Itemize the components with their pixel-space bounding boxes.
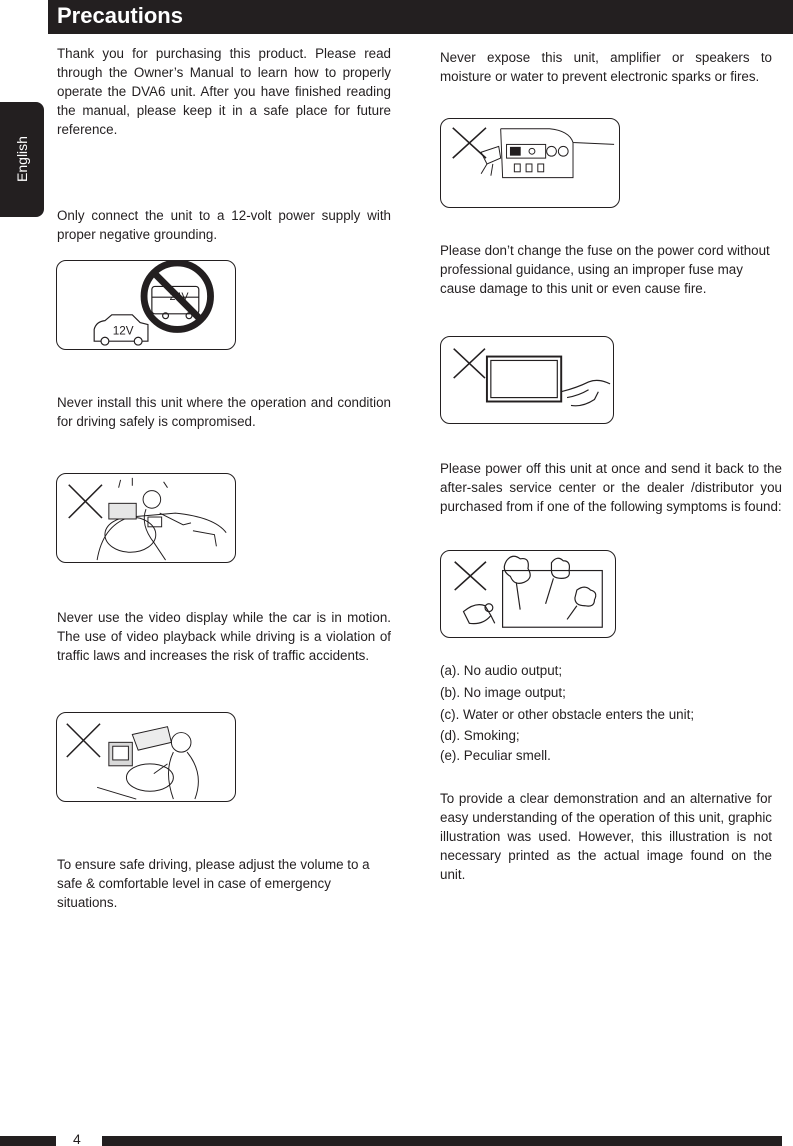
video-illustration (56, 712, 236, 802)
voltage-ok-label: 12V (112, 324, 134, 338)
moisture-illustration (440, 118, 620, 208)
symptoms-illustration-graphic (441, 551, 615, 637)
language-tab-label: English (14, 136, 30, 182)
symptom-list-item: (d). Smoking; (440, 728, 520, 743)
video-paragraph: Never use the video display while the car is in motion. The use of video playback while driving is a violation of traffic laws and increases the risk of traffic accidents. (57, 610, 391, 663)
symptom-list-item: (b). No image output; (440, 685, 566, 700)
moisture-paragraph: Never expose this unit, amplifier or speakers to moisture or water to prevent electronic sparks or fires. (440, 50, 772, 84)
symptom-list-item: (e). Peculiar smell. (440, 748, 551, 763)
symptom-list-item: (c). Water or other obstacle enters the unit; (440, 707, 695, 722)
symptom-list-item: (a). No audio output; (440, 663, 563, 678)
volume-paragraph: To ensure safe driving, please adjust the volume to a safe & comfortable level in case of emergency situations. (57, 857, 370, 910)
page-number: 4 (73, 1131, 81, 1146)
install-illustration-graphic (57, 474, 235, 562)
intro-paragraph: Thank you for purchasing this product. Please read through the Owner’s Manual to learn how to properly operate the DVA6 unit. After you have finished reading the manual, please keep it in a safe place for future reference. (57, 46, 391, 137)
moisture-illustration-graphic (441, 119, 619, 207)
install-paragraph: Never install this unit where the operation and condition for driving safely is compromised. (57, 395, 391, 429)
power-off-paragraph: Please power off this unit at once and send it back to the after-sales service center or the dealer /distributor you purchased from if one of the following symptoms is found: (440, 461, 782, 514)
install-illustration (56, 473, 236, 563)
page-title: Precautions (57, 3, 183, 28)
fuse-illustration (440, 336, 614, 424)
symptoms-illustration (440, 550, 616, 638)
voltage-illustration-graphic (57, 261, 235, 349)
fuse-paragraph: Please don’t change the fuse on the power cord without professional guidance, using an improper fuse may cause damage to this unit or even cause fire. (440, 243, 770, 296)
illustration-note-paragraph: To provide a clear demonstration and an alternative for easy understanding of the operation of this unit, graphic illustration was used. However, this illustration is not necessary printed as the actual image found on the unit. (440, 791, 772, 882)
footer-bar-left (0, 1136, 56, 1146)
footer-bar-right (102, 1136, 782, 1146)
header-bar (48, 0, 793, 34)
fuse-illustration-graphic (441, 337, 613, 423)
power-supply-paragraph: Only connect the unit to a 12-volt power supply with proper negative grounding. (57, 208, 391, 242)
language-tab (0, 102, 44, 217)
voltage-illustration (56, 260, 236, 350)
video-illustration-graphic (57, 713, 235, 801)
voltage-prohibited-label: 24V (169, 291, 189, 304)
